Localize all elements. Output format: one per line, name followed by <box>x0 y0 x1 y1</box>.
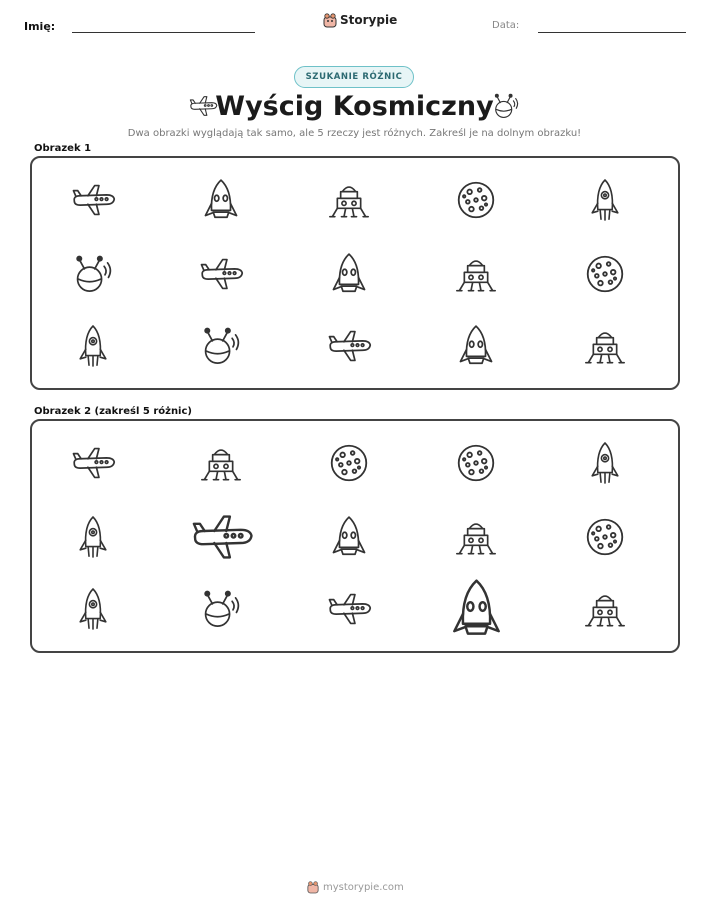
airplane-icon <box>69 183 117 221</box>
satellite-icon[interactable] <box>197 588 245 634</box>
picture1-panel <box>30 156 680 390</box>
rocket-small-icon[interactable] <box>446 577 507 645</box>
airplane-icon[interactable] <box>183 513 260 565</box>
lunar-lander-icon[interactable] <box>585 589 625 633</box>
date-line[interactable] <box>538 32 686 33</box>
storypie-mascot-icon <box>323 12 337 28</box>
page-title: Wyścig Kosmiczny <box>215 91 494 122</box>
rocket-small-icon[interactable] <box>330 514 368 564</box>
storypie-mascot-icon <box>307 880 319 894</box>
instructions: Dwa obrazki wyglądają tak samo, ale 5 rzeczy jest różnych. Zakreśl je na dolnym obrazku! <box>127 128 582 139</box>
moon-icon[interactable] <box>329 443 369 487</box>
rocket-icon[interactable] <box>77 584 109 638</box>
satellite-icon <box>197 325 245 371</box>
lunar-lander-icon[interactable] <box>456 517 496 561</box>
rocket-small-icon <box>330 251 368 301</box>
name-line[interactable] <box>72 32 255 33</box>
moon-icon[interactable] <box>585 517 625 561</box>
brand-logo <box>323 12 397 28</box>
activity-badge: SZUKANIE RÓŻNIC <box>294 66 414 88</box>
moon-icon <box>456 180 496 224</box>
moon-icon[interactable] <box>456 443 496 487</box>
moon-icon <box>585 254 625 298</box>
picture1-label: Obrazek 1 <box>34 143 92 154</box>
picture2-label: Obrazek 2 (zakreśl 5 różnic) <box>34 406 192 417</box>
footer <box>307 880 404 894</box>
rocket-small-icon <box>202 177 240 227</box>
rocket-icon[interactable] <box>77 512 109 566</box>
rocket-small-icon <box>457 323 495 373</box>
picture2-panel[interactable] <box>30 419 680 653</box>
brand-name: Storypie <box>340 13 398 27</box>
airplane-icon[interactable] <box>325 592 373 630</box>
lunar-lander-icon[interactable] <box>201 443 241 487</box>
lunar-lander-icon <box>329 180 369 224</box>
date-label: Data: <box>492 20 520 31</box>
satellite-icon <box>69 253 117 299</box>
lunar-lander-icon <box>456 254 496 298</box>
airplane-icon <box>197 257 245 295</box>
rocket-icon <box>589 175 621 229</box>
airplane-icon[interactable] <box>69 446 117 484</box>
rocket-icon <box>77 321 109 375</box>
airplane-icon <box>325 329 373 367</box>
rocket-icon[interactable] <box>589 438 621 492</box>
satellite-icon <box>490 92 522 120</box>
airplane-icon <box>187 95 219 117</box>
name-label: Imię: <box>24 20 56 33</box>
footer-url[interactable]: mystorypie.com <box>323 881 404 893</box>
lunar-lander-icon <box>585 326 625 370</box>
